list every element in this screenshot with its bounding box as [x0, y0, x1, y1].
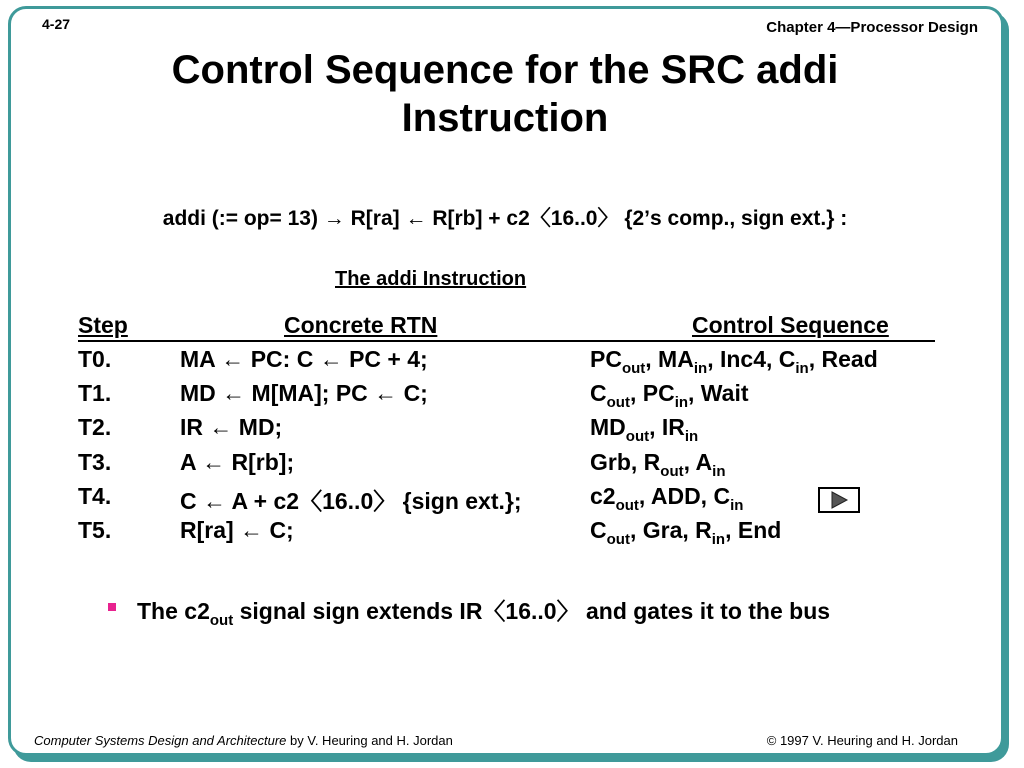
- rtn-cell: C ← A + c2〈16..0〉 {sign ext.};: [180, 488, 522, 514]
- footer-credit: [34, 733, 453, 748]
- step-cell: T2.: [78, 414, 112, 440]
- header-control: Control Sequence: [692, 312, 889, 338]
- rtn-cell: IR ← MD;: [180, 414, 283, 440]
- table-row: [0, 414, 1010, 446]
- left-angle-symbol: 〈: [529, 207, 551, 230]
- step-cell: T5.: [78, 517, 112, 543]
- page-number: 4-27: [42, 16, 71, 32]
- right-arrow-symbol: →: [323, 207, 345, 230]
- footer-copyright: © 1997 V. Heuring and H. Jordan: [766, 733, 958, 748]
- step-cell: T0.: [78, 346, 112, 372]
- step-cell: T4.: [78, 483, 112, 509]
- chapter-title: Chapter 4—Processor Design: [766, 19, 978, 36]
- left-arrow-symbol: ←: [405, 207, 427, 230]
- control-cell: $C_{out}$, $PC_{in}$, Wait: [590, 380, 749, 411]
- book-authors: by V. Heuring and H. Jordan: [286, 733, 453, 748]
- right-angle-symbol: 〉: [597, 207, 619, 230]
- book-title: Computer Systems Design and Architecture: [34, 733, 287, 748]
- control-cell: $PC_{out}$, $MA_{in}$, Inc4, $C_{in}$, Read: [590, 346, 878, 377]
- slide-title-line1: Control Sequence for the SRC addi: [171, 48, 839, 92]
- def-part-b: R[ra]: [344, 207, 406, 230]
- def-part-a: addi (:= op= 13): [162, 207, 324, 230]
- rtn-cell: R[ra] ← C;: [180, 517, 294, 543]
- step-cell: T1.: [78, 380, 112, 406]
- slide-title: [0, 46, 1010, 142]
- play-icon: [828, 491, 850, 509]
- table-row: [0, 449, 1010, 481]
- table-header: [78, 312, 935, 342]
- subheading: The addi Instruction: [335, 268, 527, 290]
- control-cell: Grb, $R_{out}$, $A_{in}$: [590, 449, 726, 480]
- bullet-square-icon: [108, 603, 116, 611]
- rtn-cell: A ← R[rb];: [180, 449, 295, 475]
- control-cell: $c2_{out}$, ADD, $C_{in}$: [590, 483, 744, 514]
- table-row: [0, 380, 1010, 412]
- rtn-cell: MA ← PC: C ← PC + 4;: [180, 346, 428, 372]
- play-button[interactable]: [818, 487, 860, 513]
- table-row: [0, 517, 1010, 549]
- bullet-text: The $c2_{out}$ signal sign extends IR〈16..0〉 and gates it to the bus: [137, 598, 831, 629]
- header-step: Step: [78, 312, 128, 338]
- control-cell: $C_{out}$, Gra, $R_{in}$, End: [590, 517, 782, 548]
- header-rtn: Concrete RTN: [284, 312, 438, 338]
- control-cell: $MD_{out}$, $IR_{in}$: [590, 414, 699, 445]
- slide-title-line2: Instruction: [401, 96, 609, 140]
- step-cell: T3.: [78, 449, 112, 475]
- def-part-c: R[rb] + c2: [426, 207, 530, 230]
- def-part-e: {2’s comp., sign ext.} :: [618, 207, 848, 230]
- table-row: [0, 346, 1010, 378]
- addi-definition: [0, 202, 1010, 232]
- def-part-d: 16..0: [550, 207, 598, 230]
- rtn-cell: MD ← M[MA]; PC ← C;: [180, 380, 428, 406]
